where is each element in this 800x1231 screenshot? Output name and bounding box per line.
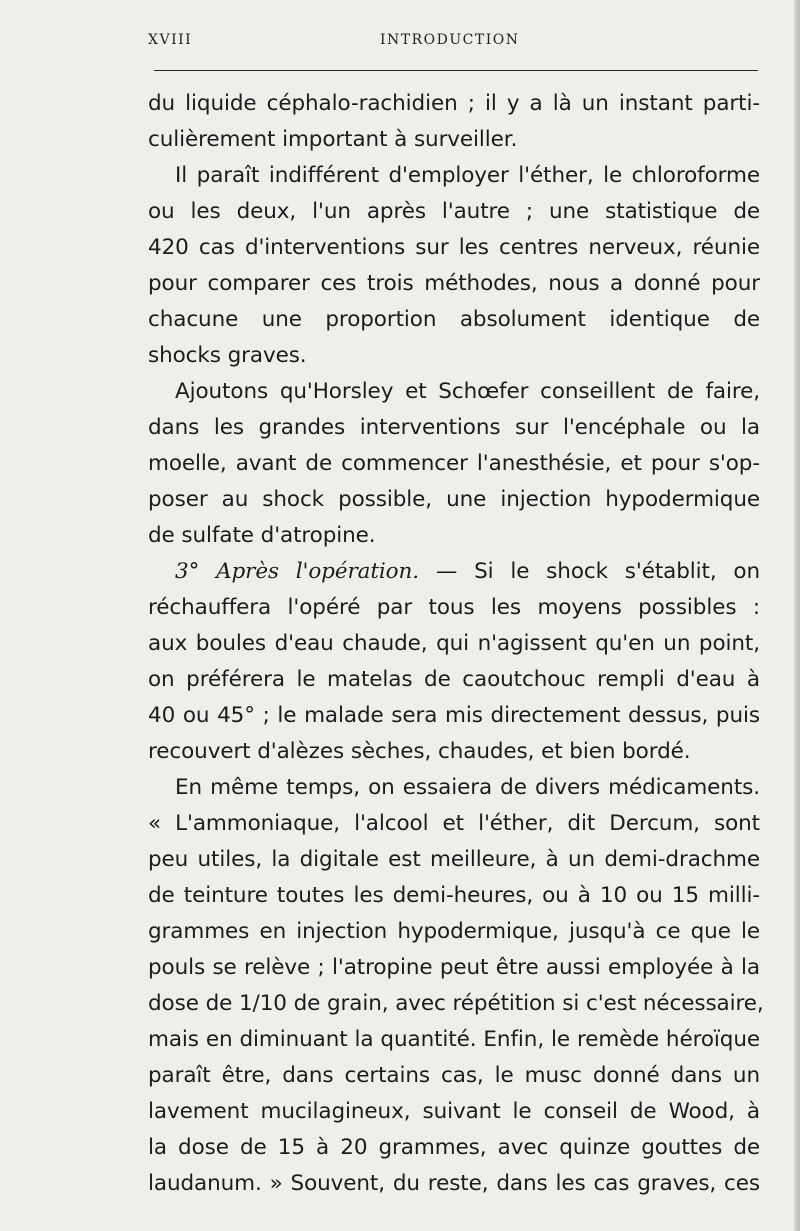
text-line: 40 ou 45° ; le malade sera mis directement dessus, puis <box>148 703 760 728</box>
paragraph-start-line: En même temps, on essaiera de divers médicaments. <box>175 775 760 800</box>
section-heading: 3° Après l'opération. <box>175 559 419 584</box>
text-line: mais en diminuant la quantité. Enfin, le remède héroïque <box>148 1027 760 1052</box>
text-line: de sulfate d'atropine. <box>148 523 376 548</box>
text-line: on préférera le matelas de caoutchouc rempli d'eau à <box>148 667 760 692</box>
text-line: poser au shock possible, une injection hypodermique <box>148 487 760 512</box>
body-text <box>148 86 764 1202</box>
text-line: shocks graves. <box>148 343 307 368</box>
text-line: pour comparer ces trois méthodes, nous a donné pour <box>148 271 760 296</box>
text-line: culièrement important à surveiller. <box>148 127 518 152</box>
text-line: dose de 1/10 de grain, avec répétition si c'est nécessaire, <box>148 991 764 1016</box>
text-line: moelle, avant de commencer l'anesthésie, et pour s'op- <box>148 451 760 476</box>
header-rule <box>154 70 758 71</box>
page-number: XVIII <box>148 32 193 48</box>
text-line: laudanum. » Souvent, du reste, dans les cas graves, ces <box>148 1171 760 1196</box>
section-heading-line <box>148 554 760 590</box>
scan-edge <box>794 0 800 1231</box>
text-line: chacune une proportion absolument identique de <box>148 307 760 332</box>
text-line: lavement mucilagineux, suivant le conseil de Wood, à <box>148 1099 760 1124</box>
text-line: dans les grandes interventions sur l'encéphale ou la <box>148 415 760 440</box>
paragraph-start-line: Ajoutons qu'Horsley et Schœfer conseillent de faire, <box>175 379 760 404</box>
text-line: réchauffera l'opéré par tous les moyens possibles : <box>148 595 760 620</box>
text-line: « L'ammoniaque, l'alcool et l'éther, dit Dercum, sont <box>148 811 760 836</box>
page-header <box>148 32 756 54</box>
text-line: de teinture toutes les demi-heures, ou à 10 ou 15 milli- <box>148 883 760 908</box>
section-heading-continuation: — Si le shock s'établit, on <box>435 559 761 584</box>
text-line: la dose de 15 à 20 grammes, avec quinze gouttes de <box>148 1135 760 1160</box>
text-line: du liquide céphalo-rachidien ; il y a là un instant parti- <box>148 91 760 116</box>
text-line: grammes en injection hypodermique, jusqu'à ce que le <box>148 919 760 944</box>
text-line: ou les deux, l'un après l'autre ; une statistique de <box>148 199 760 224</box>
text-line: peu utiles, la digitale est meilleure, à un demi-drachme <box>148 847 760 872</box>
text-line: pouls se relève ; l'atropine peut être aussi employée à la <box>148 955 760 980</box>
text-line: paraît être, dans certains cas, le musc donné dans un <box>148 1063 760 1088</box>
paragraph-start-line: Il paraît indifférent d'employer l'éther, le chloroforme <box>175 163 760 188</box>
running-title: INTRODUCTION <box>380 32 520 48</box>
text-line: recouvert d'alèzes sèches, chaudes, et bien bordé. <box>148 739 691 764</box>
text-line: 420 cas d'interventions sur les centres nerveux, réunie <box>148 235 760 260</box>
text-line: aux boules d'eau chaude, qui n'agissent qu'en un point, <box>148 631 760 656</box>
